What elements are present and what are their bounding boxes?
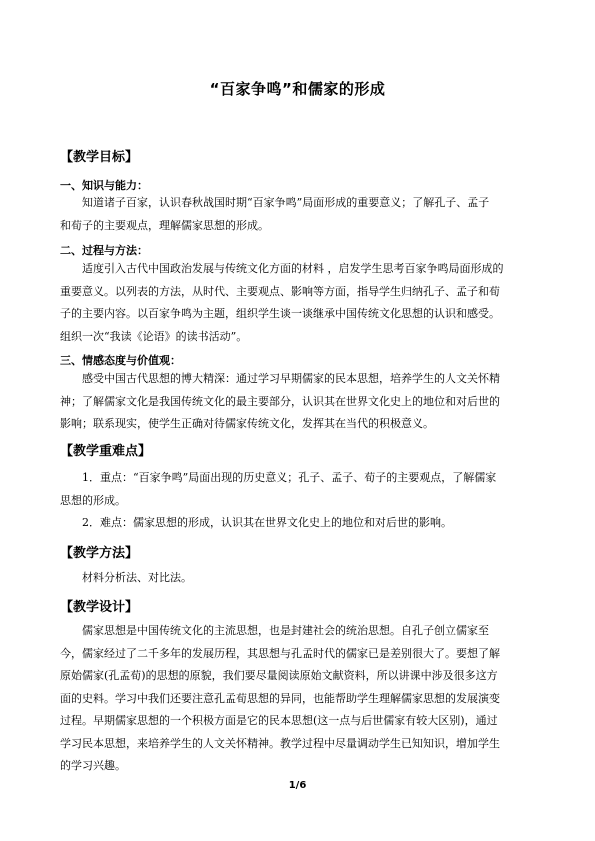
text-line: 1．重点：“百家争鸣”局面出现的历史意义；孔子、孟子、荀子的主要观点，了解儒家: [82, 471, 497, 484]
page-number: 1/6: [288, 780, 307, 791]
text-line: 子的主要内容。以百家争鸣为主题，组织学生谈一谈继承中国传统文化思想的认识和感受。: [60, 307, 500, 320]
paragraph-knowledge-ability: [60, 192, 536, 237]
text-line: 适度引入古代中国政治发展与传统文化方面的材料 ，启发学生思考百家争鸣局面形成的: [82, 262, 504, 275]
text-line: 原始儒家(孔孟荀)的思想的原貌，我们要尽量阅读原始文献资料，所以讲课中涉及很多这方: [60, 669, 498, 682]
text-line: 材料分析法、对比法。: [82, 571, 192, 584]
text-line: 知道诸子百家，认识春秋战国时期“百家争鸣”局面形成的重要意义；了解孔子、孟子: [82, 196, 490, 209]
text-line: 的学习兴趣。: [60, 759, 126, 772]
text-line: 影响；联系现实，使学生正确对待儒家传统文化，发挥其在当代的积极意义。: [60, 417, 434, 430]
page-title: “百家争鸣”和儒家的形成: [209, 80, 386, 98]
text-line: 神；了解儒家文化是我国传统文化的最主要部分，认识其在世界文化史上的地位和对后世的: [60, 394, 500, 408]
heading-key-difficult-points: 【教学重难点】: [60, 444, 152, 459]
text-line: 儒家思想是中国传统文化的主流思想，也是封建社会的统治思想。自孔子创立儒家至: [82, 624, 489, 637]
text-line: 和荀子的主要观点，理解儒家思想的形成。: [60, 218, 269, 232]
heading-process-method: 二、过程与方法：: [60, 244, 148, 257]
heading-emotion-values: 三、情感态度与价值观：: [60, 354, 181, 367]
heading-teaching-design: 【教学设计】: [60, 600, 139, 615]
paragraph-teaching-design: [60, 620, 536, 778]
text-line: 过程。早期儒家思想的一个积极方面是它的民本思想(这一点与后世儒家有较大区别)，通过: [60, 714, 498, 727]
text-line: 思想的形成。: [60, 493, 126, 507]
paragraph-key-point: [60, 467, 536, 512]
text-line: 学习民本思想，来培养学生的人文关怀精神。教学过程中尽量调动学生已知知识，增加学生: [60, 736, 500, 750]
text-line: 面的史料。学习中我们还要注意孔孟荀思想的异同，也能帮助学生理解儒家思想的发展演变: [60, 691, 500, 705]
text-line: 2．难点：儒家思想的形成，认识其在世界文化史上的地位和对后世的影响。: [82, 516, 452, 529]
text-line: 今，儒家经过了二千多年的发展历程，其思想与孔孟时代的儒家已是差别很大了。要想了解: [60, 646, 500, 660]
text-line: 感受中国古代思想的博大精深：通过学习早期儒家的民本思想，培养学生的人文关怀精: [82, 372, 500, 385]
paragraph-teaching-method: [60, 567, 536, 590]
heading-teaching-method: 【教学方法】: [60, 546, 139, 561]
heading-knowledge-ability: 一、知识与能力：: [60, 179, 148, 192]
text-line: 重要意义。以列表的方法，从时代、主要观点、影响等方面，指导学生归纳孔子、孟子和荀: [60, 284, 500, 298]
paragraph-difficult-point: [60, 512, 536, 535]
text-line: 组织一次“我读《论语》的读书活动”。: [60, 329, 248, 343]
paragraph-process-method: [60, 258, 536, 348]
paragraph-emotion-values: [60, 368, 536, 436]
heading-teaching-goals: 【教学目标】: [60, 150, 139, 165]
